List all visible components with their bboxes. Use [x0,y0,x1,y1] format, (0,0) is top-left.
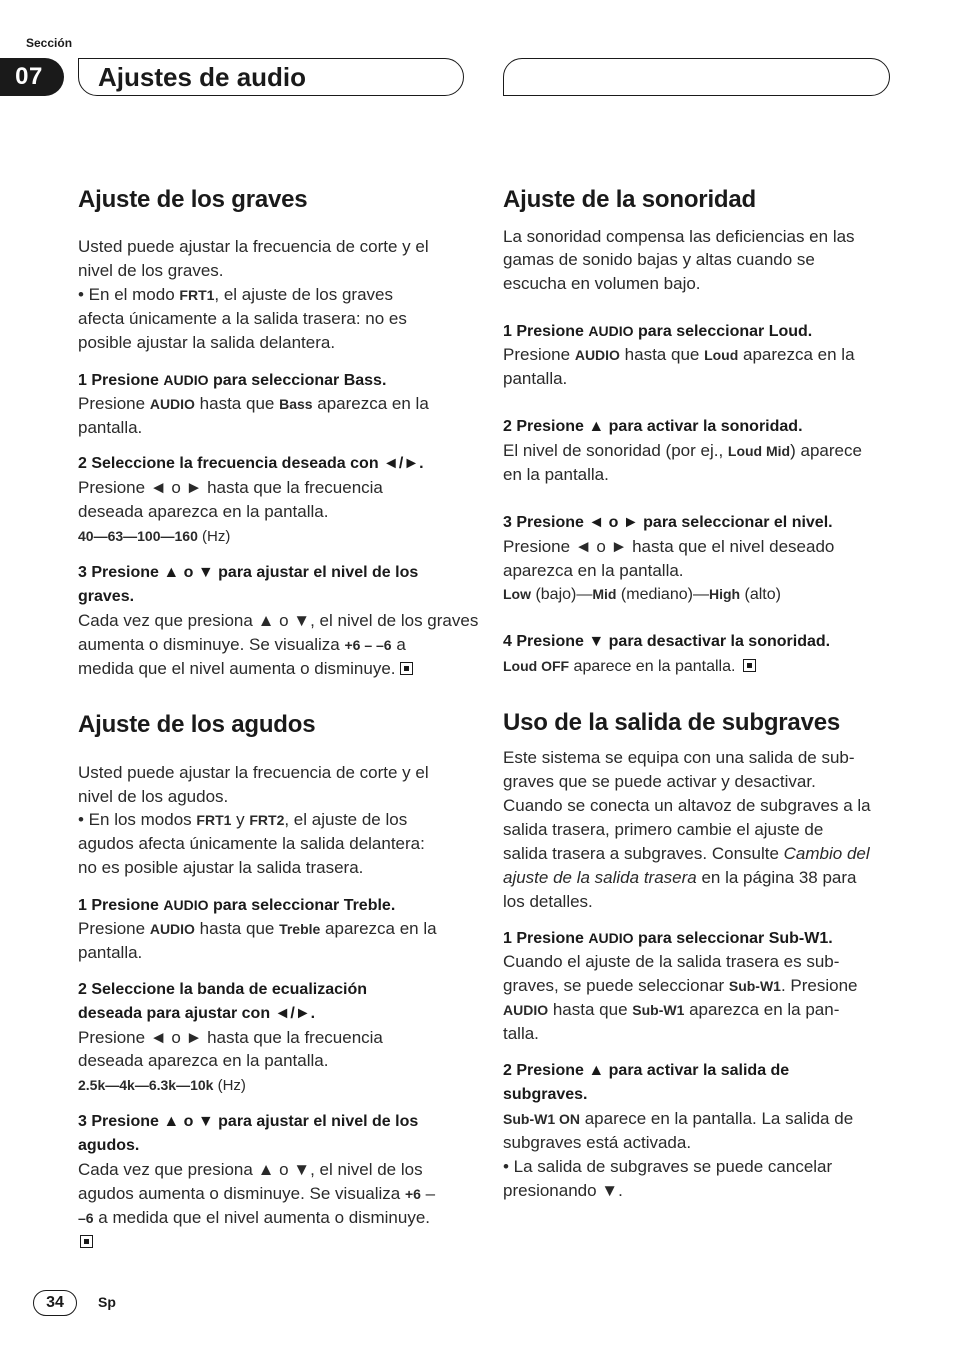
language-code: Sp [98,1294,116,1310]
treble-heading: Ajuste de los agudos [78,711,316,738]
subwoofer-intro-line: los detalles. [503,892,593,911]
bass-intro-line: nivel de los graves. [78,261,224,280]
end-mark-icon [400,662,413,675]
treble-step2-text: deseada aparezca en la pantalla. [78,1051,329,1070]
loudness-step1-text: pantalla. [503,369,568,388]
treble-note-line: • En los modos FRT1 y FRT2, el ajuste de los [78,810,408,829]
subwoofer-heading: Uso de la salida de subgraves [503,709,841,736]
treble-step1-heading: 1 Presione AUDIO para seleccionar Treble. [78,897,396,914]
loudness-intro-line: escucha en volumen bajo. [503,274,701,293]
subwoofer-step2-heading: subgraves. [503,1086,588,1103]
bass-step3-heading: 3 Presione ▲ o ▼ para ajustar el nivel de los [78,564,419,581]
loudness-step2-text: en la pantalla. [503,465,609,484]
loudness-step3-text: aparezca en la pantalla. [503,561,684,580]
bass-step3-text: aumenta o disminuye. Se visualiza +6 – –6 a [78,635,406,654]
bass-heading: Ajuste de los graves [78,186,308,213]
treble-step3-heading: agudos. [78,1137,140,1154]
loudness-step3-text: Presione ◄ o ► hasta que el nivel deseado [503,537,835,556]
bass-step2-heading: 2 Seleccione la frecuencia deseada con ◄/►. [78,455,424,472]
loudness-levels: Low (bajo)—Mid (mediano)—High (alto) [503,586,781,603]
bass-step2-text: deseada aparezca en la pantalla. [78,502,329,521]
subwoofer-step2-heading: 2 Presione ▲ para activar la salida de [503,1062,790,1079]
subwoofer-intro-line: ajuste de la salida trasera en la página 38 para [503,868,857,887]
treble-step3-text: agudos aumenta o disminuye. Se visualiza +6 – [78,1184,436,1203]
treble-step3-text: Cada vez que presiona ▲ o ▼, el nivel de los [78,1160,423,1179]
loudness-step1-heading: 1 Presione AUDIO para seleccionar Loud. [503,323,813,340]
subwoofer-step1-heading: 1 Presione AUDIO para seleccionar Sub-W1. [503,930,833,947]
treble-note-line: no es posible ajustar la salida trasera. [78,858,364,877]
subwoofer-step1-text: graves, se puede seleccionar Sub-W1. Presione [503,976,858,995]
loudness-step4-text: Loud OFF aparece en la pantalla. [503,654,756,679]
bass-step3-text: Cada vez que presiona ▲ o ▼, el nivel de los graves [78,611,479,630]
bass-step2-text: Presione ◄ o ► hasta que la frecuencia [78,478,383,497]
treble-step2-heading: deseada para ajustar con ◄/►. [78,1005,316,1022]
treble-note-line: agudos afecta únicamente la salida delantera: [78,834,425,853]
right-header-frame [503,58,890,96]
page-number: 34 [33,1290,77,1316]
subwoofer-intro-line: graves que se puede activar y desactivar. [503,772,816,791]
loudness-step1-text: Presione AUDIO hasta que Loud aparezca en la [503,345,855,364]
treble-frequency-values: 2.5k—4k—6.3k—10k (Hz) [78,1077,246,1094]
loudness-step4-heading: 4 Presione ▼ para desactivar la sonoridad. [503,633,831,650]
bass-note-line: afecta únicamente a la salida trasera: no es [78,309,407,328]
bass-step3-text: medida que el nivel aumenta o disminuye. [78,657,413,681]
subwoofer-step2-text: presionando ▼. [503,1181,623,1200]
section-label: Sección [26,36,73,50]
treble-intro-line: Usted puede ajustar la frecuencia de corte y el [78,763,429,782]
end-mark-icon [743,659,756,672]
subwoofer-step1-text: AUDIO hasta que Sub-W1 aparezca en la pan- [503,1000,840,1019]
loudness-step2-heading: 2 Presione ▲ para activar la sonoridad. [503,418,803,435]
chapter-title: Ajustes de audio [98,62,307,92]
treble-step1-text: Presione AUDIO hasta que Treble aparezca en la [78,919,437,938]
loudness-intro-line: gamas de sonido bajas y altas cuando se [503,250,815,269]
bass-note-line: posible ajustar la salida delantera. [78,333,336,352]
section-number-badge: 07 [0,58,64,96]
treble-step3-text: –6 a medida que el nivel aumenta o disminuye. [78,1208,431,1227]
treble-step2-text: Presione ◄ o ► hasta que la frecuencia [78,1028,383,1047]
bass-step1-text: pantalla. [78,418,143,437]
end-mark-icon [80,1235,93,1248]
bass-step1-text: Presione AUDIO hasta que Bass aparezca en la [78,394,429,413]
treble-step3-heading: 3 Presione ▲ o ▼ para ajustar el nivel de los [78,1113,419,1130]
bass-frequency-values: 40—63—100—160 (Hz) [78,528,231,545]
loudness-step3-heading: 3 Presione ◄ o ► para seleccionar el nivel. [503,514,833,531]
subwoofer-intro-line: Cuando se conecta un altavoz de subgraves a la [503,796,871,815]
subwoofer-step2-text: subgraves está activada. [503,1133,692,1152]
treble-end [78,1230,93,1254]
subwoofer-step1-text: talla. [503,1024,539,1043]
bass-step1-heading: 1 Presione AUDIO para seleccionar Bass. [78,372,387,389]
subwoofer-intro-line: salida trasera a subgraves. Consulte Cambio del [503,844,870,863]
subwoofer-step2-text: • La salida de subgraves se puede cancelar [503,1157,833,1176]
treble-step1-text: pantalla. [78,943,143,962]
subwoofer-step2-text: Sub-W1 ON aparece en la pantalla. La salida de [503,1109,854,1128]
subwoofer-intro-line: salida trasera, primero cambie el ajuste de [503,820,824,839]
loudness-intro-line: La sonoridad compensa las deficiencias en las [503,227,855,246]
subwoofer-step1-text: Cuando el ajuste de la salida trasera es sub- [503,952,840,971]
loudness-heading: Ajuste de la sonoridad [503,186,756,213]
loudness-step2-text: El nivel de sonoridad (por ej., Loud Mid) aparece [503,441,862,460]
bass-step3-heading: graves. [78,588,135,605]
bass-note-line: • En el modo FRT1, el ajuste de los graves [78,285,394,304]
treble-step2-heading: 2 Seleccione la banda de ecualización [78,981,368,998]
bass-intro-line: Usted puede ajustar la frecuencia de corte y el [78,237,429,256]
treble-intro-line: nivel de los agudos. [78,787,229,806]
subwoofer-intro-line: Este sistema se equipa con una salida de sub- [503,748,855,767]
